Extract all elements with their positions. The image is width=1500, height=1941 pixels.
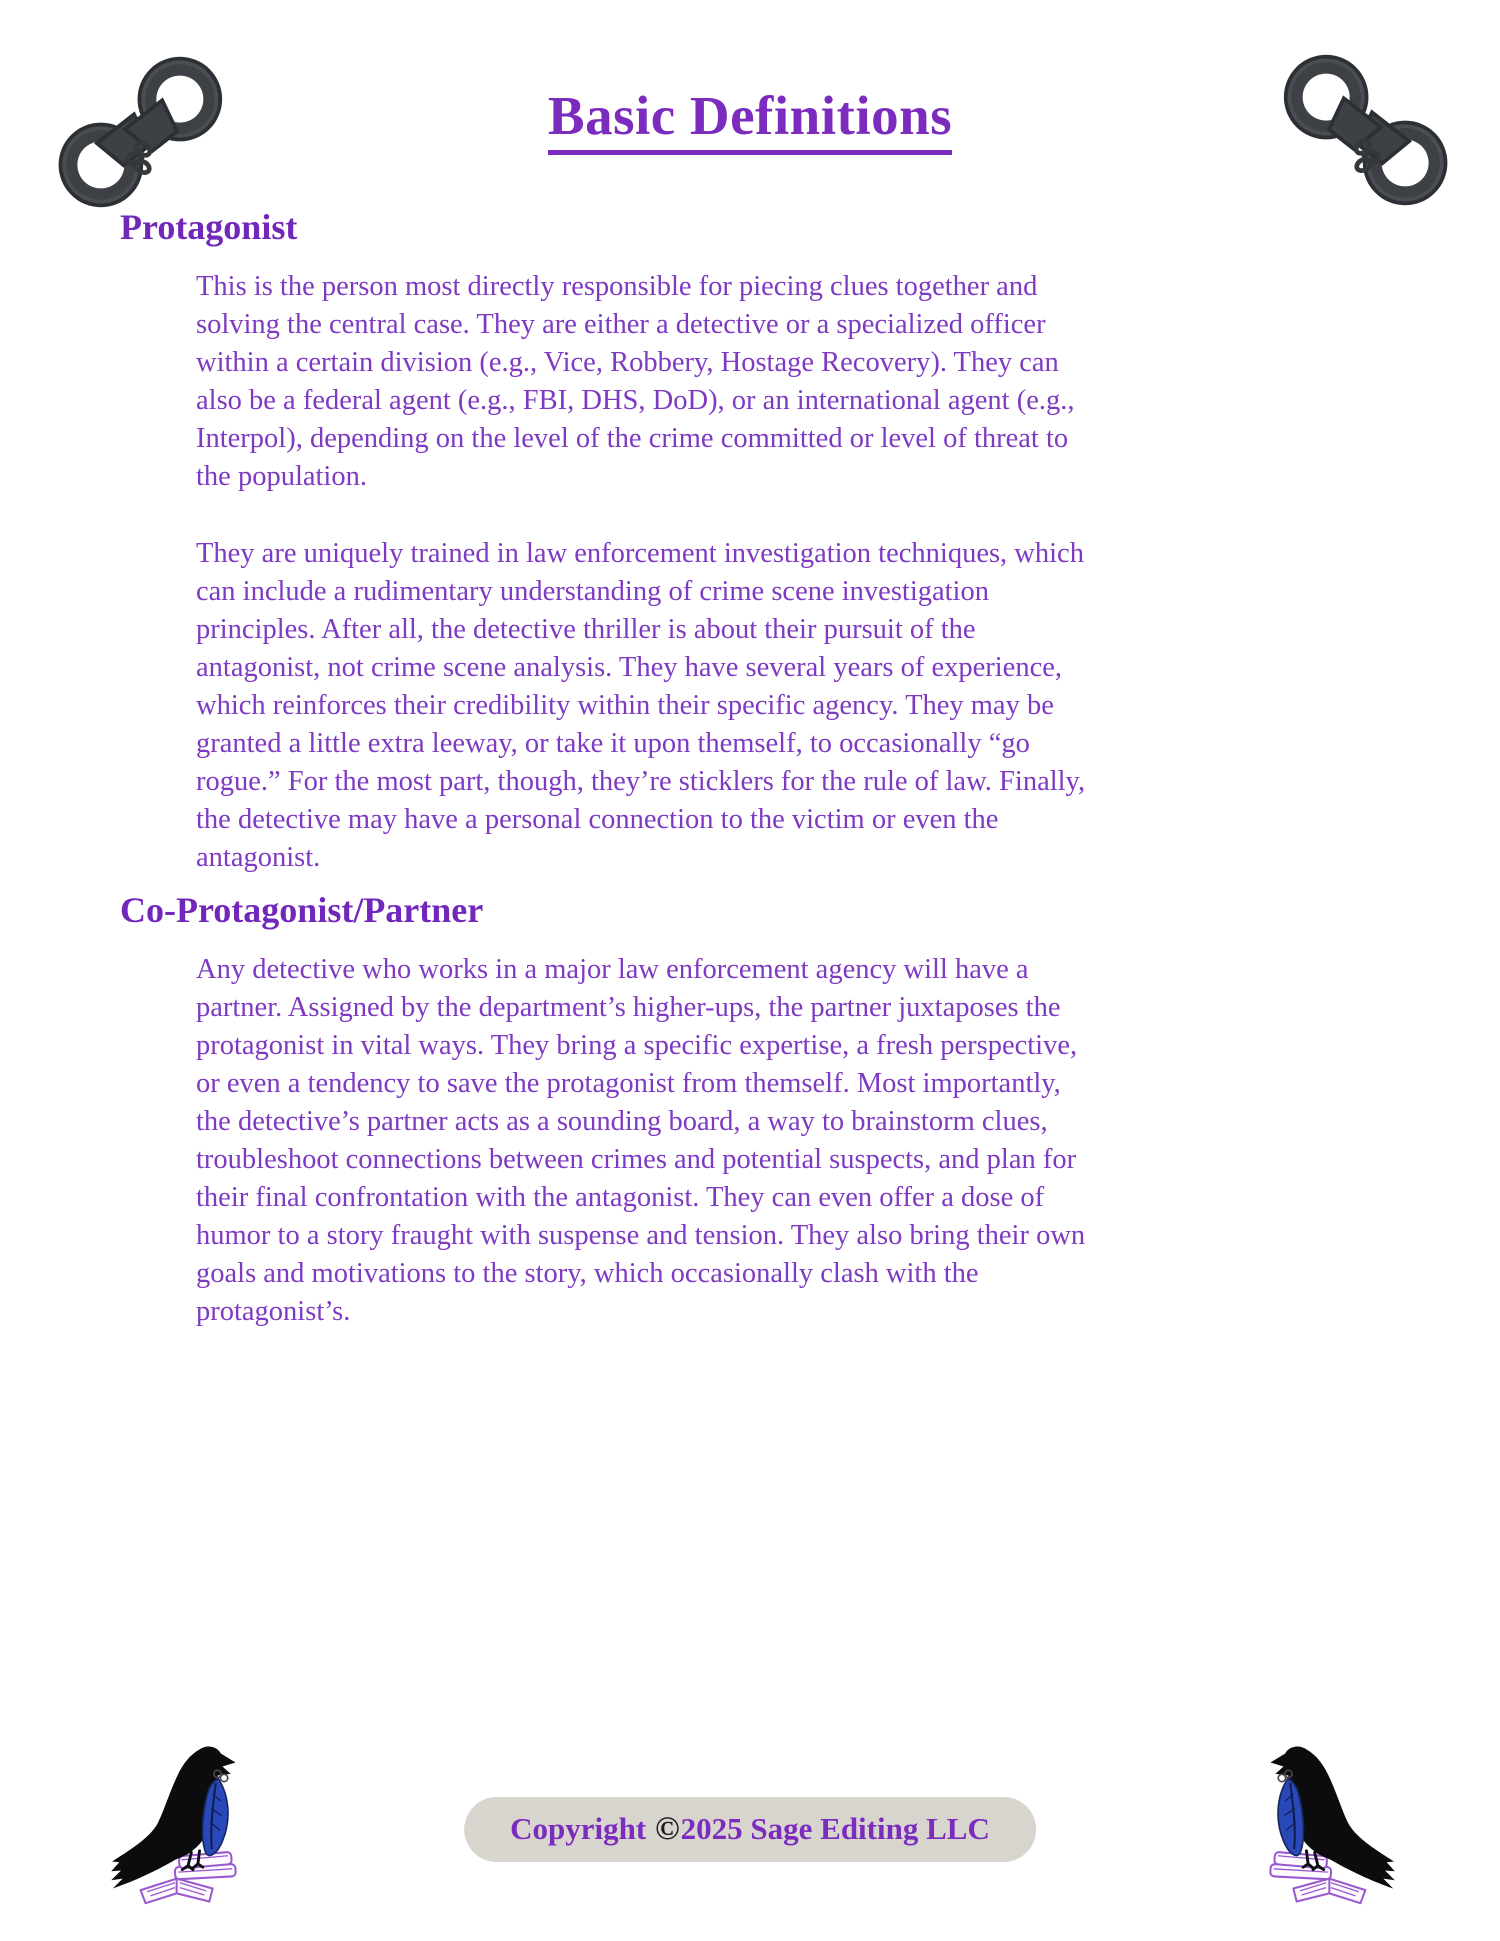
paragraph: This is the person most directly responsible for piecing clues together and solving the central case. They are either a detective or a specialized officer within a certain division (e.g., Vice, Robbery, Hostage Recovery). They can also be a federal agent (e.g., FBI, DHS, DoD), or an international agent (e.g., Interpol), depending on the level of the crime committed or level of threat to the population.	[196, 271, 1075, 492]
page-title: Basic Definitions	[548, 84, 952, 155]
section-heading-protagonist: Protagonist	[120, 207, 298, 247]
crow-with-feather-icon	[86, 1733, 264, 1913]
paragraph: Any detective who works in a major law enforcement agency will have a partner. Assigned by the department’s higher-ups, the partner juxtaposes the protagonist in vital ways. They bring a specific expertise, a fresh perspective, or even a tendency to save the protagonist from themself. Most importantly, the detective’s partner acts as a sounding board, a way to brainstorm clues, troubleshoot connections between crimes and potential suspects, and plan for their final confrontation with the antagonist. They can even offer a dose of humor to a story fraught with suspense and tension. They also bring their own goals and motivations to the story, which occasionally clash with the protagonist’s.	[196, 954, 1086, 1327]
copyright-suffix: 2025 Sage Editing LLC	[680, 1811, 990, 1846]
copyright-prefix: Copyright	[510, 1811, 654, 1846]
copyright-text	[510, 1811, 990, 1846]
paragraph: They are uniquely trained in law enforcement investigation techniques, which can include a rudimentary understanding of crime scene investigation principles. After all, the detective thriller is about their pursuit of the antagonist, not crime scene analysis. They have several years of experience, which reinforces their credibility within their specific agency. They may be granted a little extra leeway, or take it upon themself, to occasionally “go rogue.” For the most part, though, they’re sticklers for the rule of law. Finally, the detective may have a personal connection to the victim or even the antagonist.	[196, 538, 1086, 873]
document-body	[120, 206, 1140, 1370]
section-heading-co-protagonist: Co-Protagonist/Partner	[120, 890, 484, 930]
copyright-symbol: ©	[654, 1811, 680, 1847]
copyright-pill	[464, 1797, 1036, 1862]
crow-with-feather-icon	[1242, 1733, 1420, 1913]
